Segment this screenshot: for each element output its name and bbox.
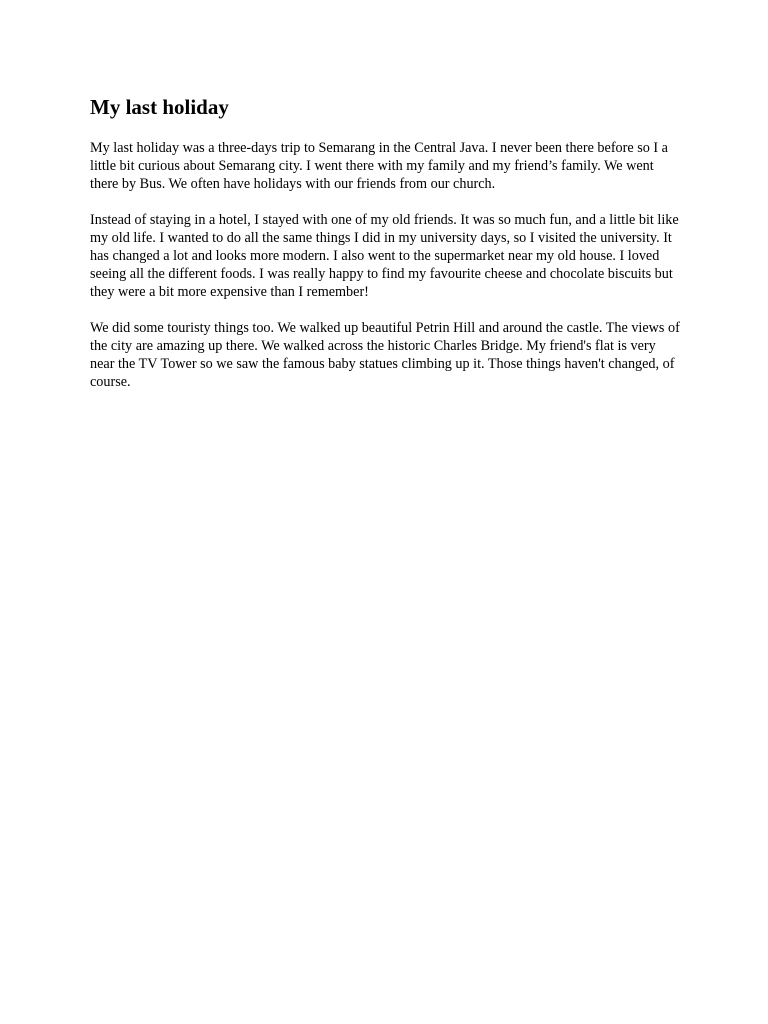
paragraph-2: Instead of staying in a hotel, I stayed with one of my old friends. It was so much fun, and a little bit like my old life. I wanted to do all the same things I did in my university days, so I visited the university. It has changed a lot and looks more modern. I also went to the supermarket near my old house. I loved seeing all the different foods. I was really happy to find my favourite cheese and chocolate biscuits but they were a bit more expensive than I remember! [90,212,679,300]
document-page [90,92,680,409]
paragraph-3: We did some touristy things too. We walked up beautiful Petrin Hill and around the castle. The views of the city are amazing up there. We walked across the historic Charles Bridge. My friend's flat is very near the TV Tower so we saw the famous baby statues climbing up it. Those things haven't changed, of course. [90,320,680,390]
document-title: My last holiday [90,95,229,119]
paragraph-1: My last holiday was a three-days trip to Semarang in the Central Java. I never been there before so I a little bit curious about Semarang city. I went there with my family and my friend’s family. We went there by Bus. We often have holidays with our friends from our church. [90,140,668,192]
